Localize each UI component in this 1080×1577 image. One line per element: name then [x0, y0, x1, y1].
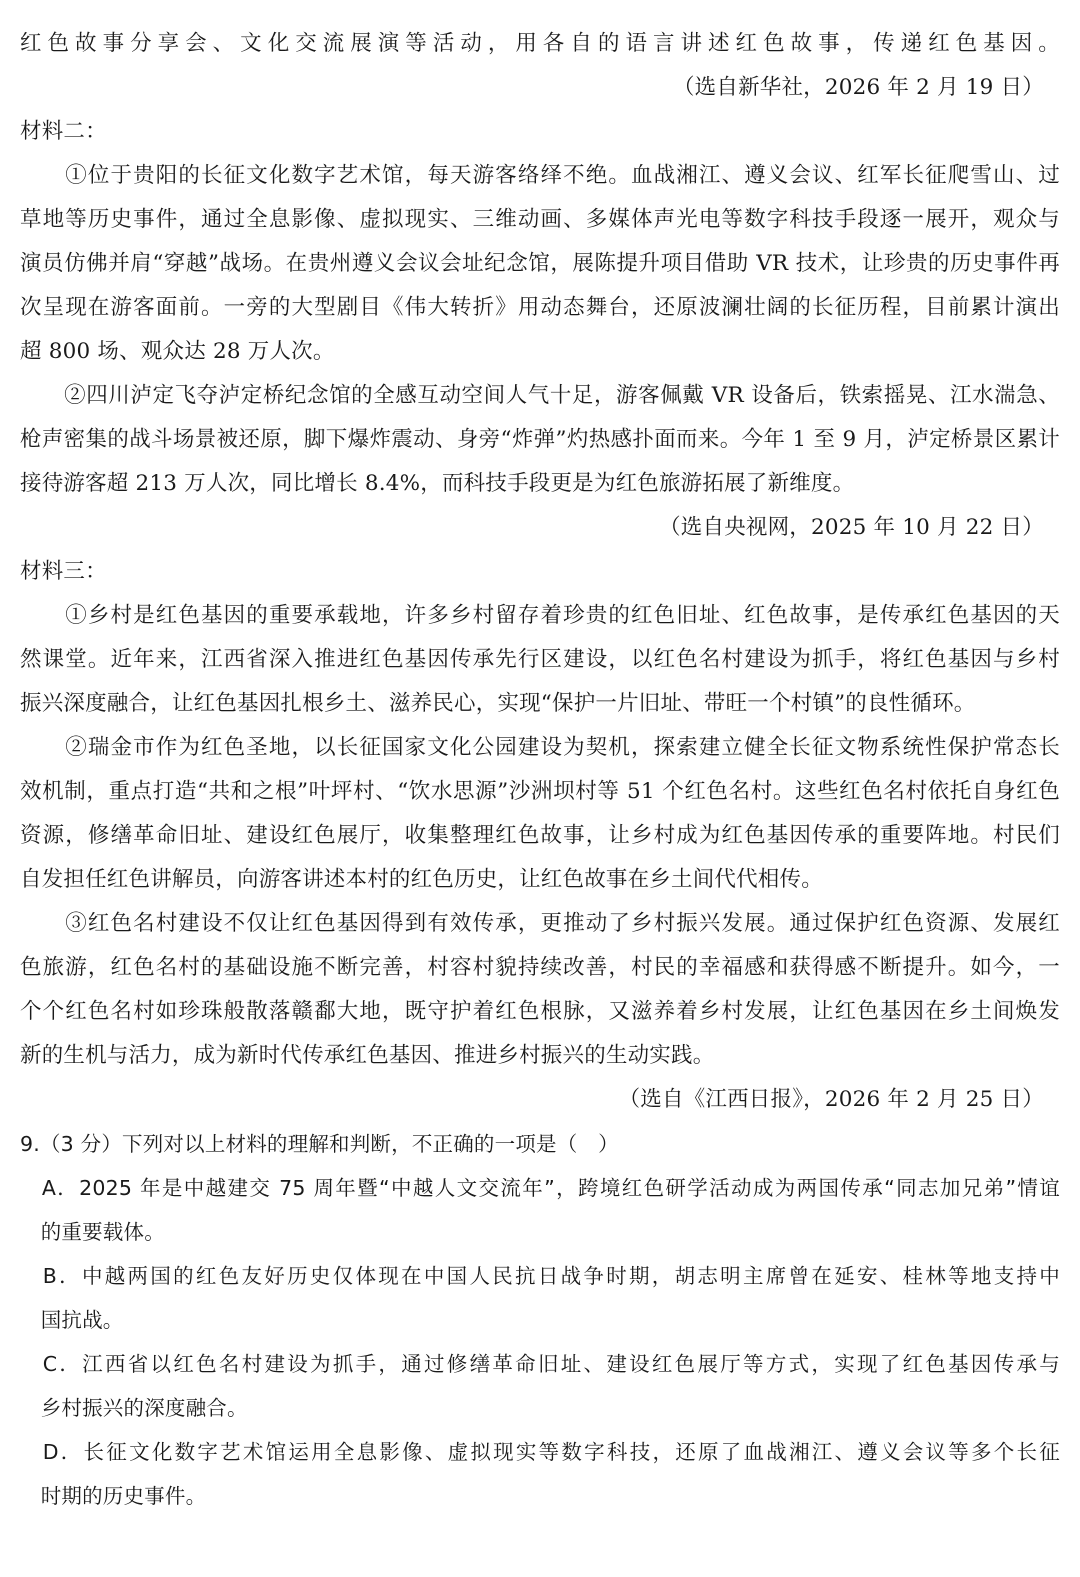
paragraph-line: ①乡村是红色基因的重要承载地，许多乡村留存着珍贵的红色旧址、红色故事，是传承红色基因的天 [20, 603, 1060, 628]
source-cctv: （选自央视网，2025 年 10 月 22 日） [659, 515, 1044, 540]
question-stem: 9.（3 分）下列对以上材料的理解和判断，不正确的一项是（ ） [20, 1132, 619, 1156]
option-a: A．2025 年是中越建交 75 周年暨“中越人文交流年”，跨境红色研学活动成为两国传承“同志加兄弟”情谊 [20, 1176, 1060, 1200]
option-a-cont: 的重要载体。 [20, 1220, 165, 1244]
option-d: D．长征文化数字艺术馆运用全息影像、虚拟现实等数字科技，还原了血战湘江、遵义会议等多个长征 [20, 1440, 1060, 1464]
paragraph-line: 个个红色名村如珍珠般散落赣鄱大地，既守护着红色根脉，又滋养着乡村发展，让红色基因在乡土间焕发 [20, 999, 1060, 1024]
material3-heading: 材料三： [20, 559, 107, 584]
source-jiangxi-daily: （选自《江西日报》，2026 年 2 月 25 日） [618, 1087, 1044, 1112]
paragraph-line: 超 800 场、观众达 28 万人次。 [20, 339, 335, 364]
paragraph-line: ②四川泸定飞夺泸定桥纪念馆的全感互动空间人气十足，游客佩戴 VR 设备后，铁索摇晃、江水湍急、 [20, 383, 1060, 408]
paragraph-line: ②瑞金市作为红色圣地，以长征国家文化公园建设为契机，探索建立健全长征文物系统性保护常态长 [20, 735, 1060, 760]
paragraph-line: 演员仿佛并肩“穿越”战场。在贵州遵义会议会址纪念馆，展陈提升项目借助 VR 技术，让珍贵的历史事件再 [20, 251, 1060, 276]
paragraph-line: 枪声密集的战斗场景被还原，脚下爆炸震动、身旁“炸弹”灼热感扑面而来。今年 1 至 9 月，泸定桥景区累计 [20, 427, 1060, 452]
paragraph-line: 资源，修缮革命旧址、建设红色展厅，收集整理红色故事，让乡村成为红色基因传承的重要阵地。村民们 [20, 823, 1060, 848]
option-b: B．中越两国的红色友好历史仅体现在中国人民抗日战争时期，胡志明主席曾在延安、桂林等地支持中 [20, 1264, 1060, 1288]
paragraph-line: 色旅游，红色名村的基础设施不断完善，村容村貌持续改善，村民的幸福感和获得感不断提升。如今，一 [20, 955, 1060, 980]
option-d-cont: 时期的历史事件。 [20, 1484, 207, 1508]
material2-heading: 材料二： [20, 119, 107, 144]
option-c-cont: 乡村振兴的深度融合。 [20, 1396, 248, 1420]
paragraph-line: 草地等历史事件，通过全息影像、虚拟现实、三维动画、多媒体声光电等数字科技手段逐一展开，观众与 [20, 207, 1060, 232]
paragraph-line: 振兴深度融合，让红色基因扎根乡土、滋养民心，实现“保护一片旧址、带旺一个村镇”的良性循环。 [20, 691, 976, 716]
paragraph-line: 接待游客超 213 万人次，同比增长 8.4%，而科技手段更是为红色旅游拓展了新维度。 [20, 471, 855, 496]
paragraph-line: ③红色名村建设不仅让红色基因得到有效传承，更推动了乡村振兴发展。通过保护红色资源、发展红 [20, 911, 1060, 936]
paragraph-line: 新的生机与活力，成为新时代传承红色基因、推进乡村振兴的生动实践。 [20, 1043, 715, 1068]
paragraph-line: 自发担任红色讲解员，向游客讲述本村的红色历史，让红色故事在乡土间代代相传。 [20, 867, 823, 892]
paragraph-line: ①位于贵阳的长征文化数字艺术馆，每天游客络绎不绝。血战湘江、遵义会议、红军长征爬雪山、过 [20, 163, 1060, 188]
source-xinhua: （选自新华社，2026 年 2 月 19 日） [672, 75, 1044, 100]
paragraph-line: 然课堂。近年来，江西省深入推进红色基因传承先行区建设，以红色名村建设为抓手，将红色基因与乡村 [20, 647, 1060, 672]
option-b-cont: 国抗战。 [20, 1308, 124, 1332]
paragraph-line: 效机制，重点打造“共和之根”叶坪村、“饮水思源”沙洲坝村等 51 个红色名村。这些红色名村依托自身红色 [20, 779, 1060, 804]
option-c: C．江西省以红色名村建设为抓手，通过修缮革命旧址、建设红色展厅等方式，实现了红色基因传承与 [20, 1352, 1060, 1376]
paragraph-line: 次呈现在游客面前。一旁的大型剧目《伟大转折》用动态舞台，还原波澜壮阔的长征历程，目前累计演出 [20, 295, 1060, 320]
intro-line: 红色故事分享会、文化交流展演等活动，用各自的语言讲述红色故事，传递红色基因。 [20, 31, 1060, 56]
